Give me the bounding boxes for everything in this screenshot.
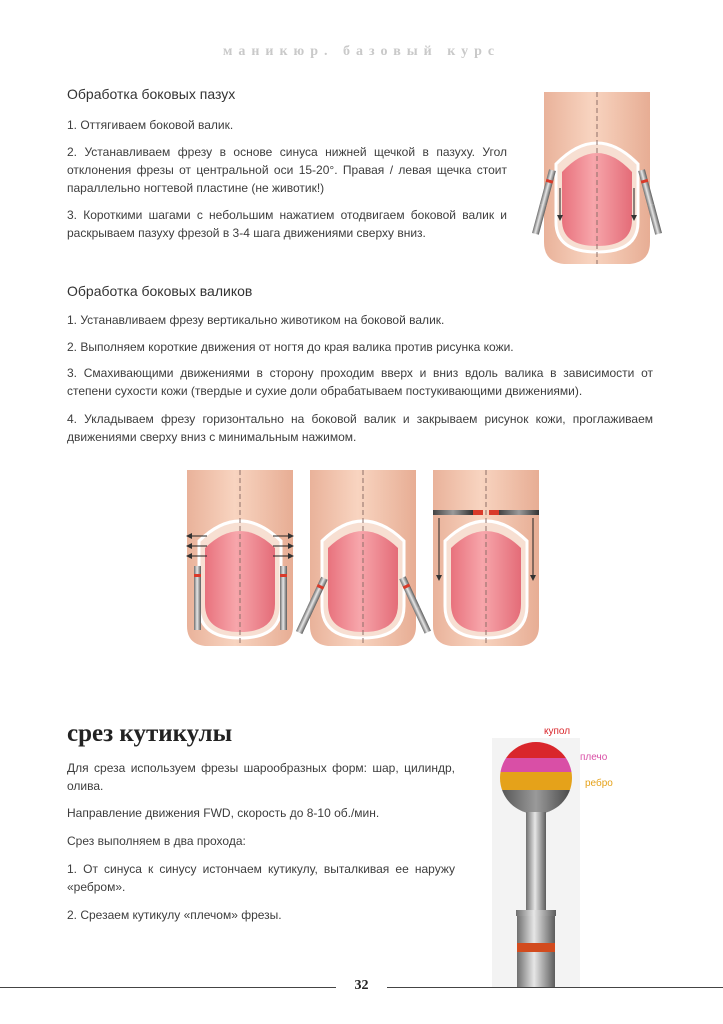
page-number: 32 xyxy=(354,978,369,993)
cuticle-paragraph-3: Срез выполняем в два прохода: xyxy=(67,834,246,848)
section2-step-2: 2. Выполняем короткие движения от ногтя до края валика против рисунка кожи. xyxy=(67,340,514,354)
nail-diagram-angled-bur xyxy=(296,470,431,646)
section2-step-4: 4. Укладываем фрезу горизонтально на боковой валик и закрываем рисунок кожи, проглаживаем движениями сверху вниз с минимальным нажимом. xyxy=(67,412,653,444)
bur-label-dome xyxy=(544,726,570,737)
nail-diagram-vertical-bur xyxy=(187,470,293,646)
cuticle-paragraph-2: Направление движения FWD, скорость до 8-10 об./мин. xyxy=(67,806,380,820)
nail-diagram-horizontal-bur xyxy=(433,470,539,646)
footer-rule-right xyxy=(387,987,723,988)
section1-step-1: 1. Оттягиваем боковой валик. xyxy=(67,118,234,132)
bur-label-shoulder-text: плечо xyxy=(580,752,608,763)
bur-label-shoulder xyxy=(580,752,607,763)
section1-step-3: 3. Короткими шагами с небольшим нажатием отодвигаем боковой валик и раскрываем пазуху фрезой в 3-4 шага движениями сверху вниз. xyxy=(67,208,507,240)
cuticle-paragraph-1: Для среза используем фрезы шарообразных форм: шар, цилиндр, олива. xyxy=(67,761,455,793)
bur-label-edge xyxy=(585,778,613,789)
footer-rule-left xyxy=(0,987,336,988)
lateral-folds-illustration xyxy=(183,466,543,656)
section2-step-3: 3. Смахивающими движениями в сторону проходим вверх и вниз вдоль валика в зависимости от степени сухости кожи (твердые и сухие доли обрабатываем постукивающими движениями). xyxy=(67,366,653,398)
section1-step-2: 2. Устанавливаем фрезу в основе синуса нижней щечкой в пазуху. Угол отклонения фрезы от центральной оси 15-20°. Правая / левая щечка стоит параллельно ногтевой пластине (не животик!) xyxy=(67,145,507,195)
ball-bur-photo xyxy=(492,738,580,988)
ball-bur-drawing xyxy=(492,738,580,988)
running-header: маникюр. базовый курс xyxy=(222,44,501,59)
bur-label-edge-text: ребро xyxy=(585,778,613,789)
section-title-lateral-sinuses: Обработка боковых пазух xyxy=(67,86,236,102)
bur-label-dome-text: купол xyxy=(544,726,571,737)
section2-step-1: 1. Устанавливаем фрезу вертикально животиком на боковой валик. xyxy=(67,313,445,327)
cuticle-paragraph-4: 1. От синуса к синусу истончаем кутикулу, выталкивая ее наружу «ребром». xyxy=(67,862,455,894)
section-title-lateral-folds: Обработка боковых валиков xyxy=(67,283,253,299)
lateral-sinus-illustration xyxy=(530,92,665,267)
cuticle-paragraph-5: 2. Срезаем кутикулу «плечом» фрезы. xyxy=(67,908,282,922)
section-title-cuticle-cut: срез кутикулы xyxy=(67,720,233,747)
